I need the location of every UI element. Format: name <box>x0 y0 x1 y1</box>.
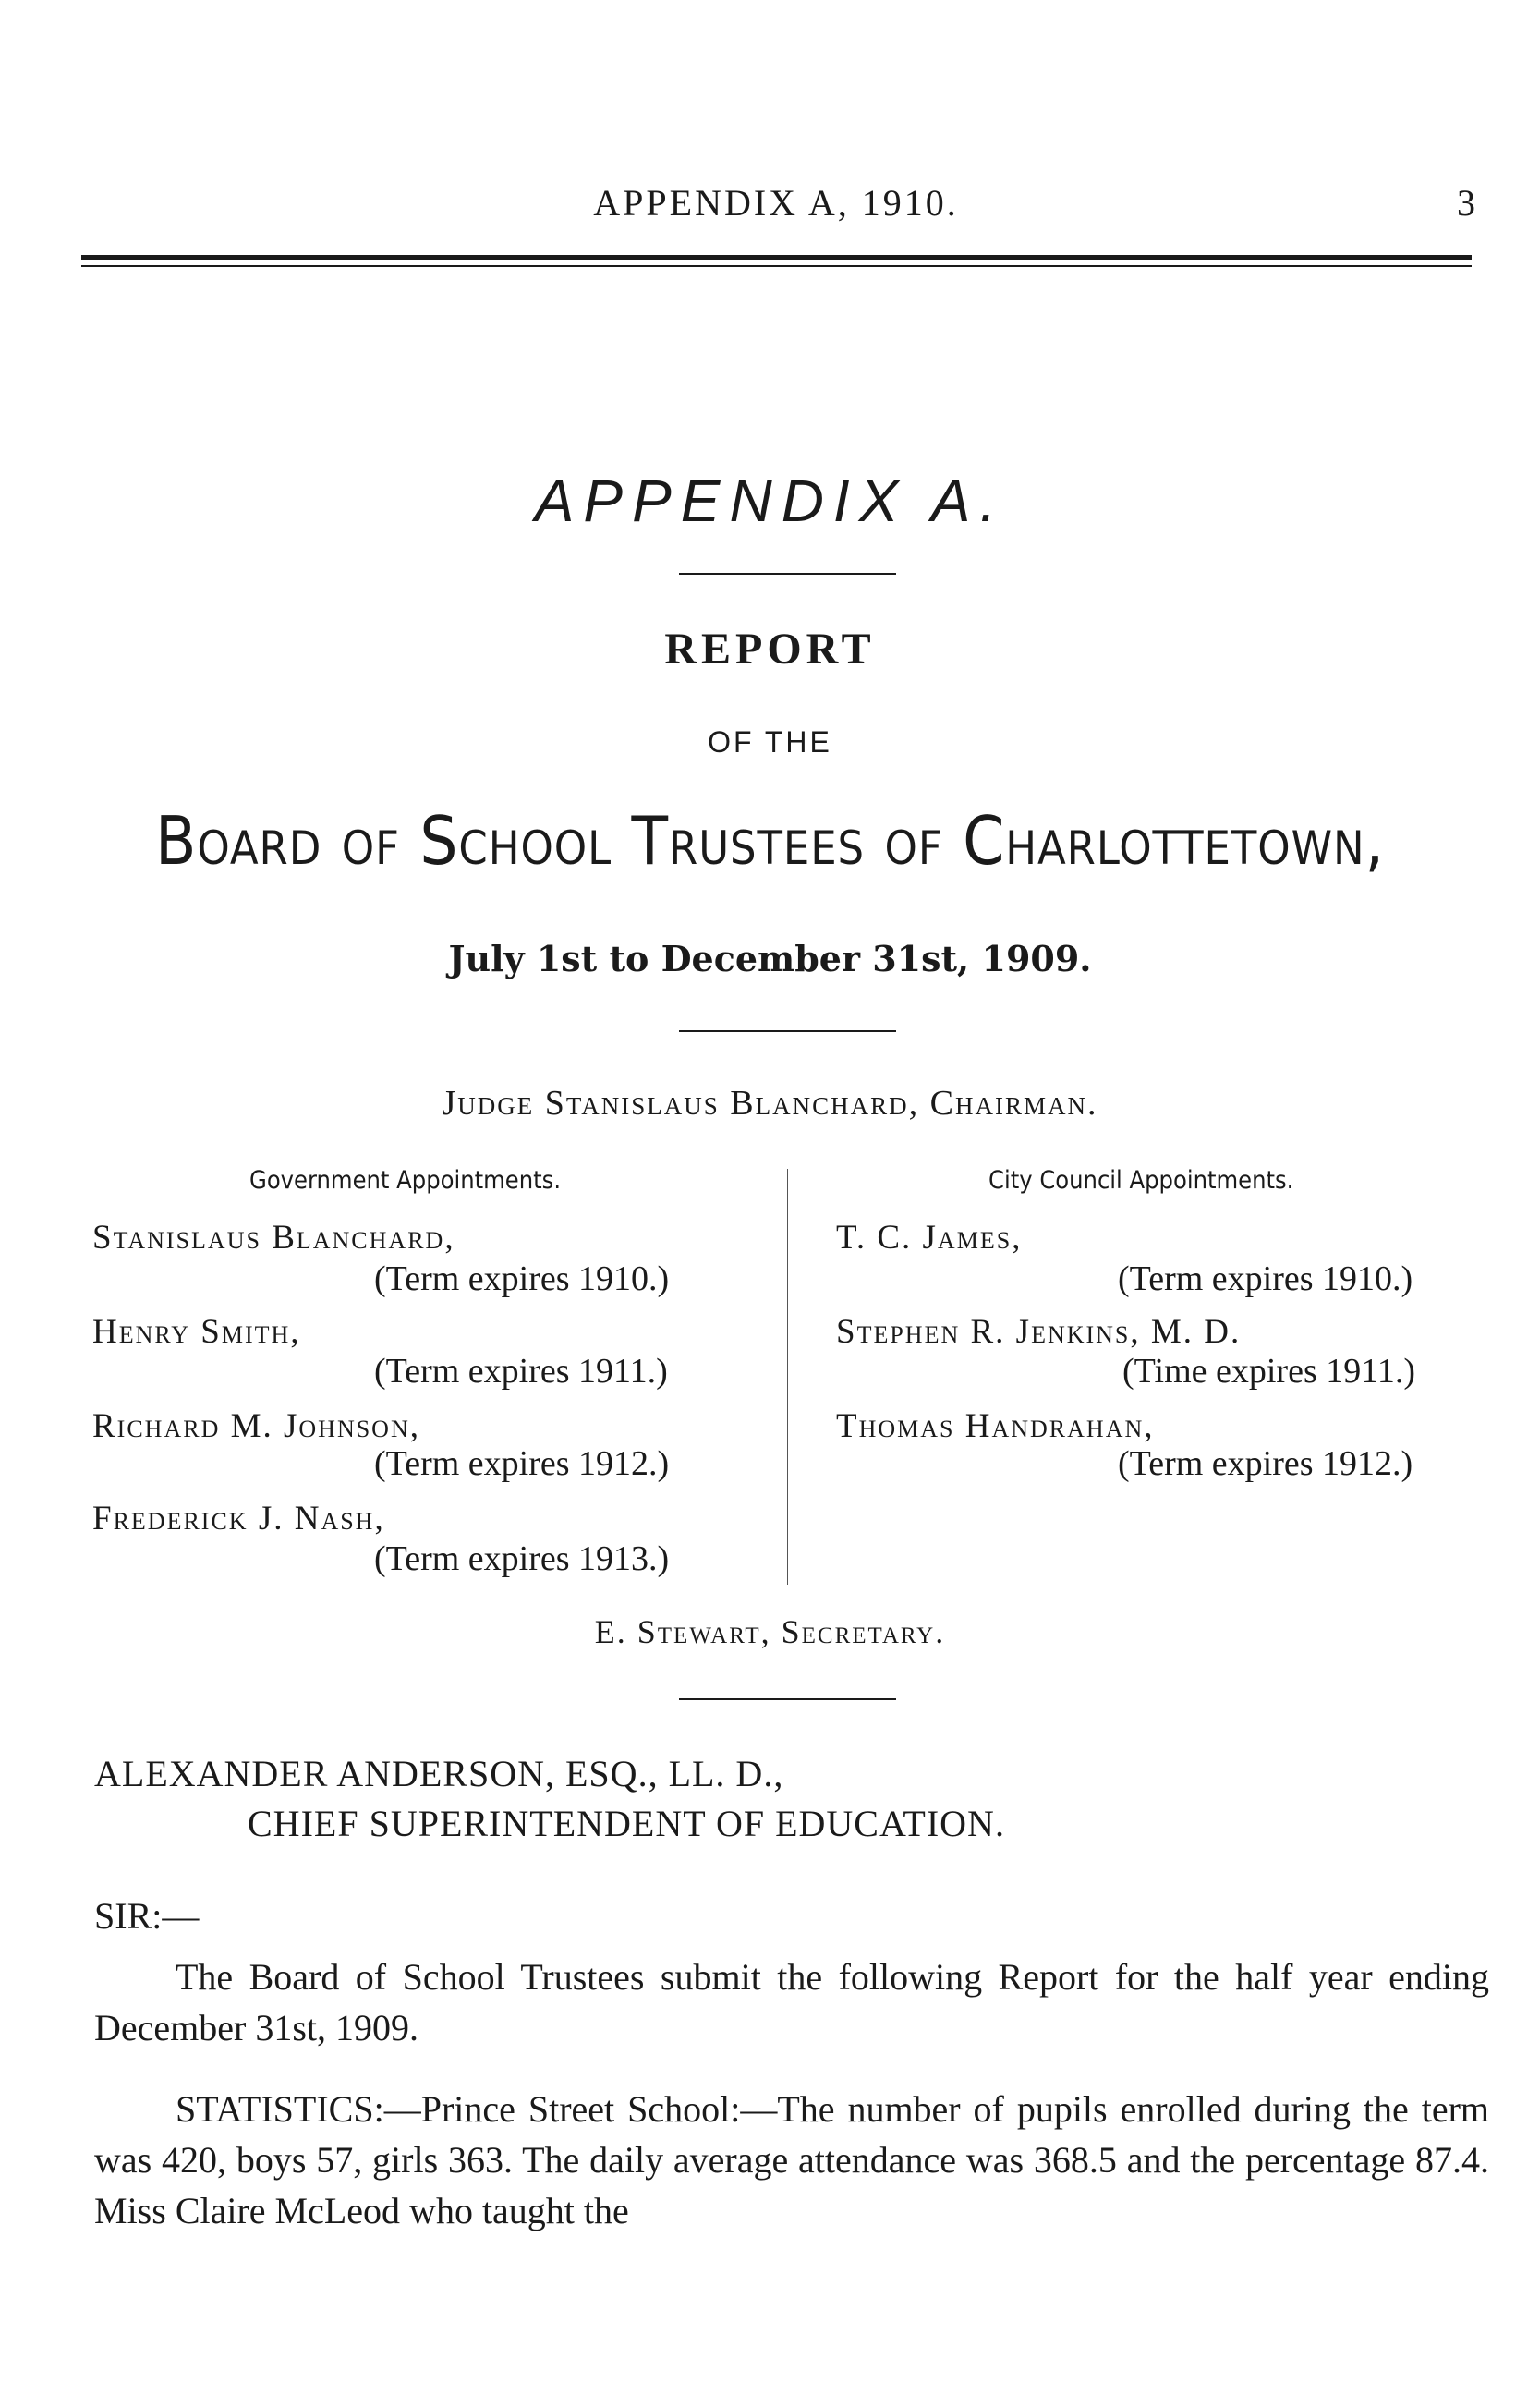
city-member-term: (Term expires 1910.) <box>1118 1259 1413 1298</box>
government-member-term: (Term expires 1910.) <box>374 1259 670 1298</box>
government-member-name: Frederick J. Nash, <box>92 1500 385 1538</box>
secretary-line: E. Stewart, Secretary. <box>594 1613 946 1650</box>
government-heading: Government Appointments. <box>249 1166 562 1195</box>
city-member-name: T. C. James, <box>836 1219 1023 1257</box>
government-member-name: Henry Smith, <box>92 1313 301 1351</box>
government-member-term: (Term expires 1912.) <box>374 1444 670 1483</box>
header-rule <box>81 255 1472 260</box>
header-rule-thin <box>81 265 1472 267</box>
intro-paragraph: The Board of School Trustees submit the following Report for the half year ending December 31st, 1909. <box>94 1956 1489 2048</box>
running-head: APPENDIX A, 1910. <box>593 182 959 224</box>
statistics-label: STATISTICS:— <box>176 2088 421 2130</box>
addressee-name: ALEXANDER ANDERSON, ESQ., LL. D., <box>94 1753 784 1794</box>
statistics-text: Prince Street School:—The number of pupils enrolled during the term was 420, boys 57, girls 363. The daily average attendance was 368.5 and the percentage 87.4. Miss Claire McLeod who taught the <box>94 2088 1489 2231</box>
appendix-title: APPENDIX A. <box>534 468 1006 534</box>
column-divider <box>787 1169 788 1585</box>
divider-rule <box>679 1030 896 1032</box>
government-member-term: (Term expires 1911.) <box>374 1352 668 1391</box>
divider-rule <box>679 1698 896 1700</box>
divider-rule <box>679 573 896 575</box>
city-member-term: (Time expires 1911.) <box>1122 1352 1415 1391</box>
addressee-title: CHIEF SUPERINTENDENT OF EDUCATION. <box>248 1803 1005 1844</box>
page-number: 3 <box>1457 182 1475 224</box>
of-the-heading: OF THE <box>708 725 832 759</box>
chairman-line: Judge Stanislaus Blanchard, Chairman. <box>442 1084 1098 1123</box>
report-period: July 1st to December 31st, 1909. <box>448 938 1092 979</box>
statistics-paragraph <box>94 2084 1489 2236</box>
report-heading: REPORT <box>664 625 876 674</box>
government-member-term: (Term expires 1913.) <box>374 1539 670 1578</box>
city-member-name: Stephen R. Jenkins, M. D. <box>836 1313 1242 1351</box>
government-member-name: Richard M. Johnson, <box>92 1407 420 1445</box>
city-member-name: Thomas Handrahan, <box>836 1407 1155 1445</box>
board-title: Board of School Trustees of Charlottetown, <box>154 802 1386 880</box>
government-member-name: Stanislaus Blanchard, <box>92 1219 455 1257</box>
city-heading: City Council Appointments. <box>988 1166 1294 1195</box>
salutation: SIR:— <box>94 1895 200 1937</box>
city-member-term: (Term expires 1912.) <box>1118 1444 1413 1483</box>
